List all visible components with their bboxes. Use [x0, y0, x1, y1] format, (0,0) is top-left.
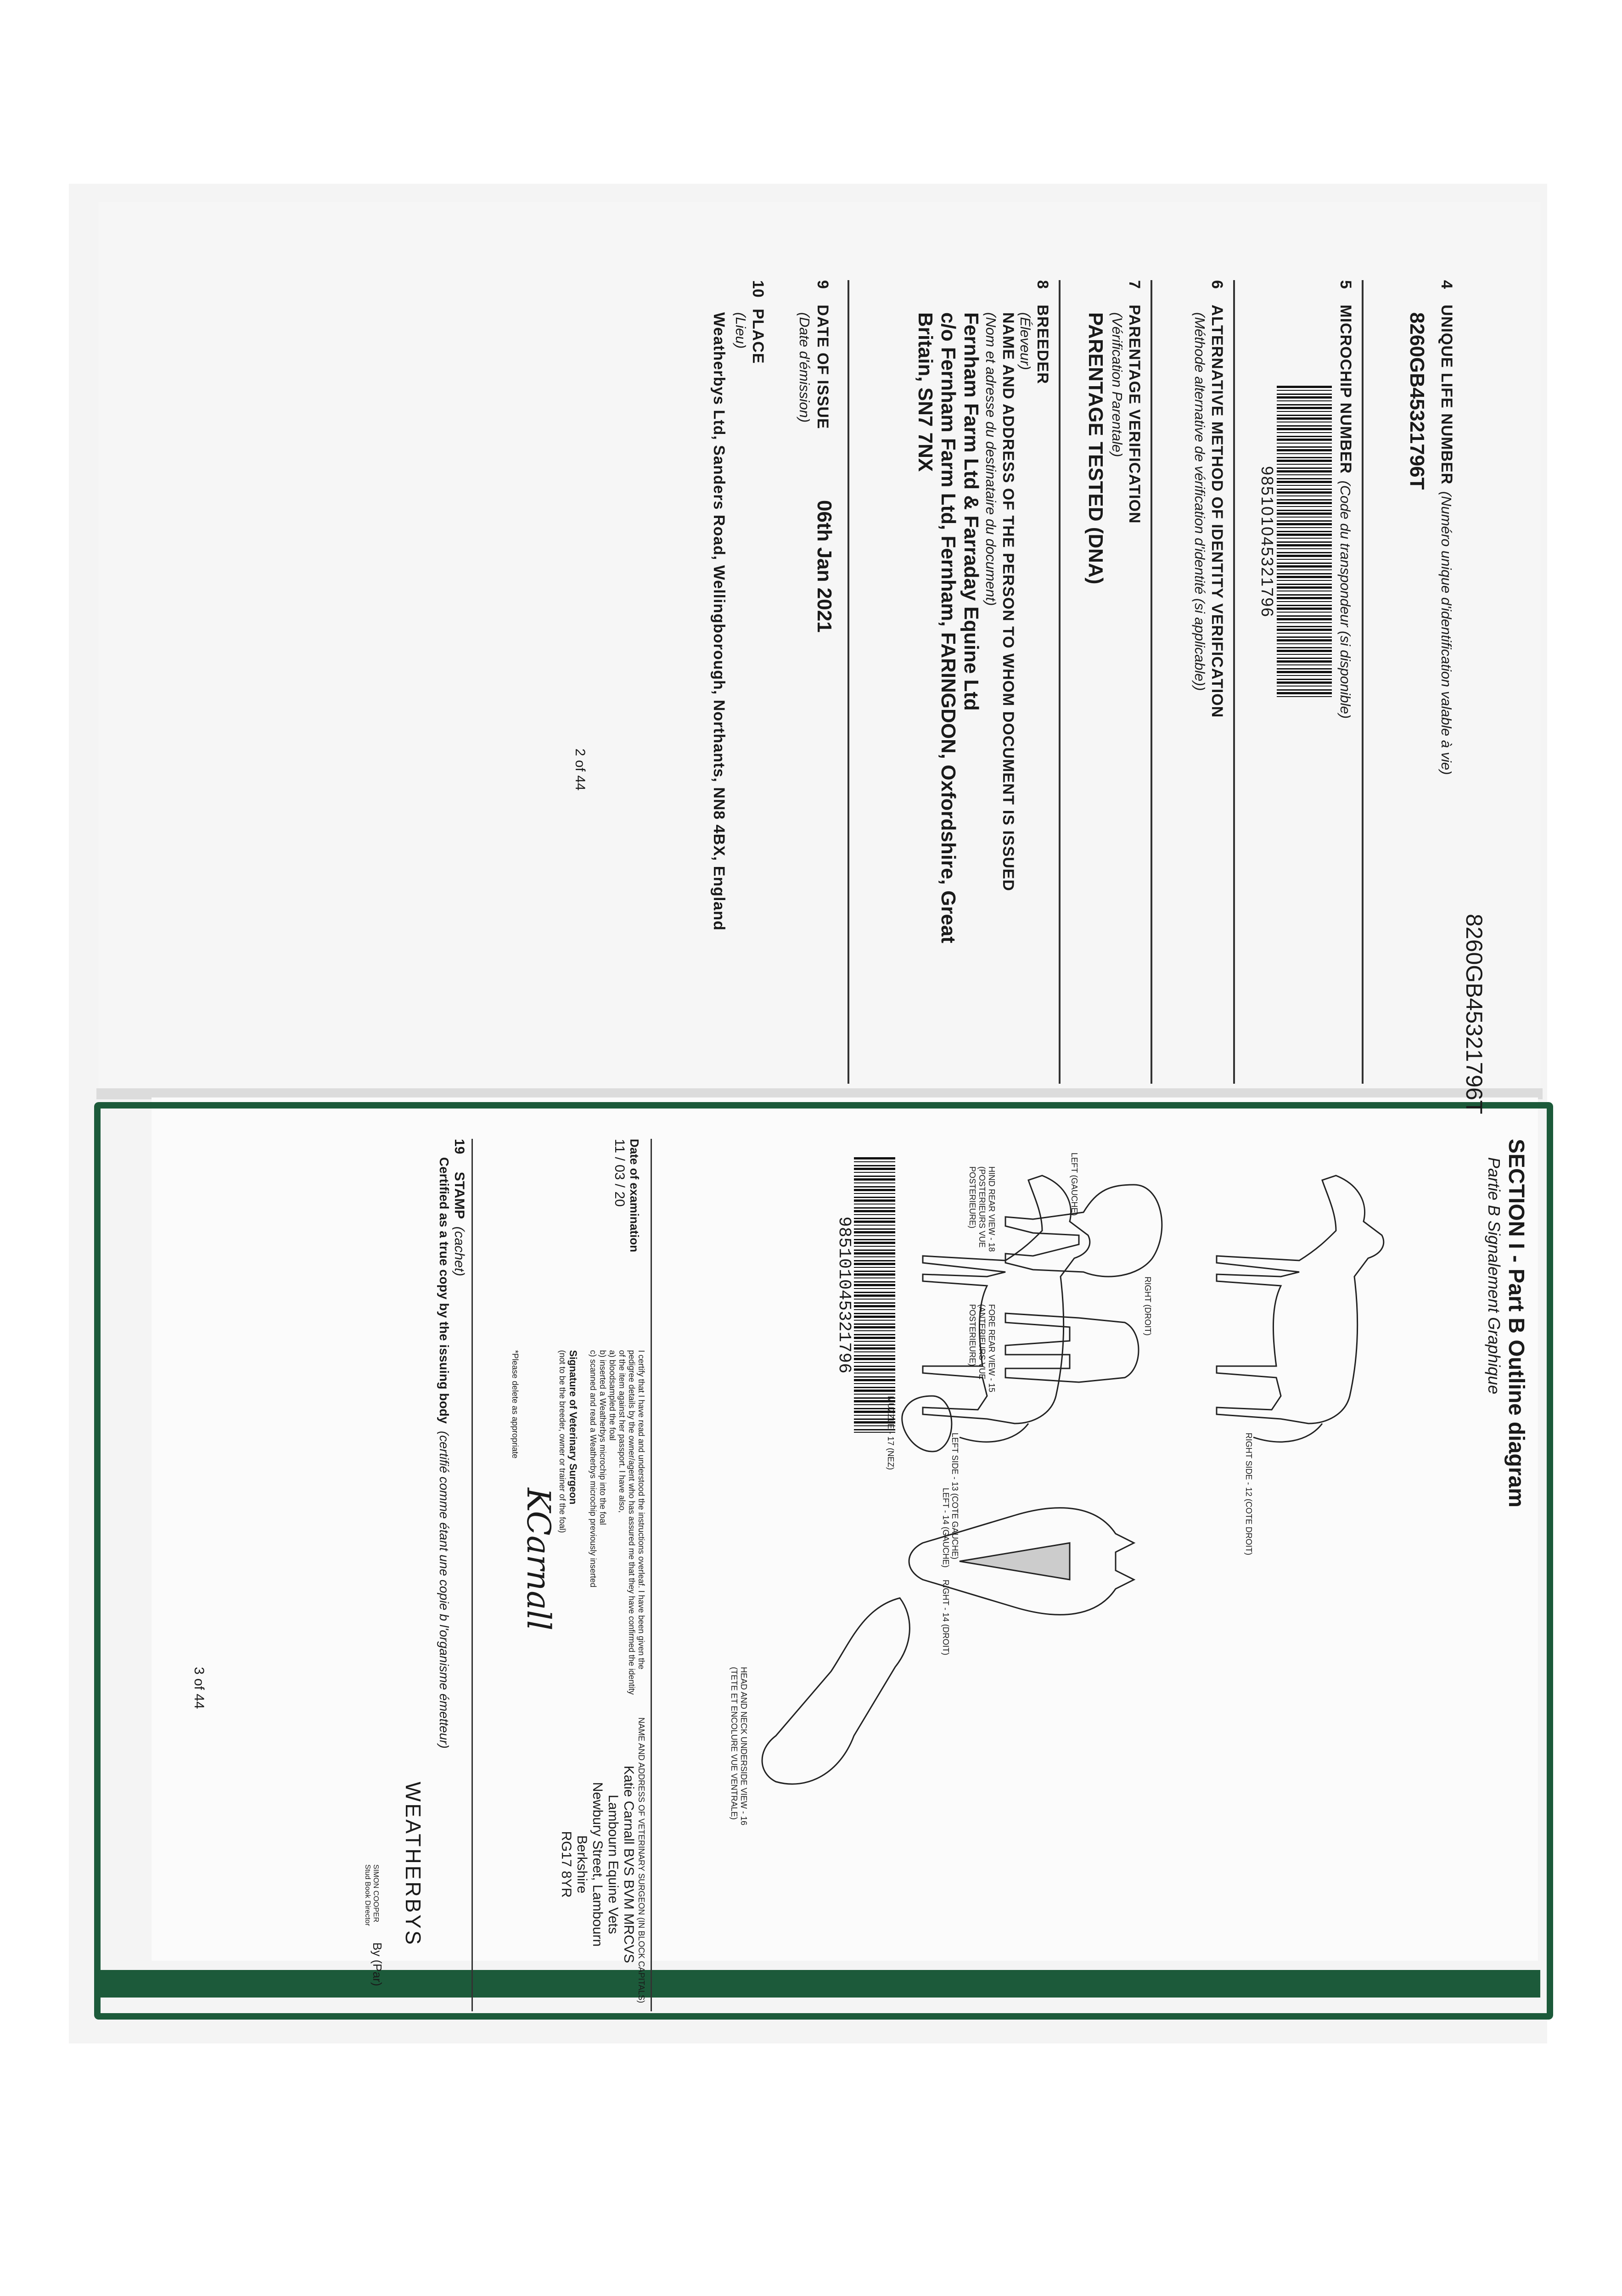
divider — [1059, 280, 1061, 1084]
top-code: 8260GB45321796T — [1461, 914, 1487, 1114]
vet-name: Katie Carnall BVS BVM MRCVS — [621, 1765, 636, 1964]
vet-signature: KCarnall — [520, 1488, 557, 1631]
horse-outline-diagram — [693, 1139, 1474, 2011]
caption-fore-rear: FORE REAR VIEW - 15 (ANTERIEURS VUE POSTERIEURE) — [968, 1304, 996, 1393]
vet-practice: Lambourn Equine Vets — [606, 1795, 621, 1934]
vet-certification — [485, 1139, 652, 2011]
caption-head-neck: HEAD AND NECK UNDERSIDE VIEW - 16 (TETE ET ENCOLURE VUE VENTRALE) — [730, 1667, 748, 1826]
breeder-address-label: NAME AND ADDRESS OF THE PERSON TO WHOM DOCUMENT IS ISSUED — [999, 312, 1017, 891]
barcode-graphic — [1277, 386, 1332, 698]
caption-muzzle: MUZZLE - 17 (NEZ) — [886, 1396, 895, 1470]
vet-address-block — [558, 1717, 646, 2011]
certify-statement: I certify that I have read and understood the instructions overleaf. I have been given the pedigree details by the owner/agent who has assured me that they have confirmed the identity of the item against her passport. I have also, — [617, 1350, 646, 1695]
breeder-address-line1: c/o Fernham Farm Ltd, Fernham, FARINGDON, Oxfordshire, Great — [937, 312, 960, 944]
field-9-number: 9 — [814, 280, 831, 289]
caption-left: LEFT (GAUCHE) — [1070, 1153, 1079, 1216]
left-page-number: 2 of 44 — [572, 748, 588, 791]
muzzle-outline — [902, 1396, 952, 1452]
field-6-number: 6 — [1208, 280, 1226, 289]
field-6-label-fr: (Méthode alternative de vérification d'identité (si applicable)) — [1192, 312, 1208, 691]
section-barcode-number: 985101045321796 — [834, 1216, 854, 1374]
certify-c: c) scanned and read a Weatherbys microchip previously inserted — [589, 1350, 598, 1587]
parentage-status: PARENTAGE TESTED (DNA) — [1084, 312, 1107, 585]
stamp-number: 19 — [452, 1139, 467, 1154]
vet-street: Newbury Street, Lambourn — [590, 1782, 605, 1947]
exam-date: 11 / 03 / 20 — [612, 1139, 627, 1207]
outline-diagram-page — [191, 1139, 1529, 2011]
horse-right-side-outline — [1217, 1176, 1384, 1442]
place-label-fr: (Lieu) — [733, 312, 749, 349]
field-4-number: 4 — [1438, 280, 1455, 289]
field-8-label-fr: (Éleveur) — [1017, 312, 1033, 370]
breeder-name: Fernham Farm Ltd & Farraday Equine Ltd — [960, 312, 982, 711]
signer-block — [363, 1864, 380, 1926]
caption-hind-rear: HIND REAR VIEW - 18 (POSTERIEURS VUE POSTERIEURE) — [968, 1166, 996, 1252]
caption-right-side: RIGHT SIDE - 12 (COTE DROIT) — [1244, 1433, 1253, 1555]
delete-note: *Please delete as appropriate — [511, 1350, 520, 1459]
date-of-issue-label: DATE OF ISSUE — [814, 304, 831, 429]
field-8-label: BREEDER — [1034, 304, 1051, 384]
stamp-label: STAMP — [452, 1171, 467, 1219]
divider — [1233, 280, 1235, 1084]
stamp-heading — [451, 1139, 467, 2011]
head-neck-underside-outline — [762, 1598, 909, 1784]
certified-copy — [437, 1157, 451, 2011]
divider — [1362, 280, 1364, 1084]
field-6-label: ALTERNATIVE METHOD OF IDENTITY VERIFICATION — [1208, 304, 1226, 718]
fore-rear-view-outline — [1005, 1313, 1139, 1382]
right-page-number: 3 of 44 — [191, 1667, 207, 1709]
caption-left-14: LEFT - 14 (GAUCHE) — [941, 1488, 950, 1568]
unique-life-number: 8260GB45321796T — [1406, 312, 1428, 490]
caption-right: RIGHT (DROIT) — [1143, 1277, 1152, 1336]
divider — [1151, 280, 1152, 1084]
vet-address-label: NAME AND ADDRESS OF VETERINARY SURGEON (IN BLOCK CAPITALS) — [637, 1717, 646, 2003]
place-label: PLACE — [749, 309, 767, 364]
certify-a: a) bloodsampled the foal — [608, 1350, 617, 1441]
exam-date-label: Date of examination — [628, 1139, 641, 1253]
signature-note: (not to be the breeder, owner or trainer of the foal) — [558, 1350, 567, 1533]
vet-county: Berkshire — [574, 1835, 589, 1894]
signer-name: SIMON COOPER — [372, 1864, 380, 1923]
field-7-number: 7 — [1126, 280, 1143, 289]
field-10-number: 10 — [749, 280, 767, 298]
breeder-address-label-fr: (Nom et adresse du destinataire du document) — [983, 312, 999, 606]
certified-text-fr: (certifié comme étant une copie b l'organisme émetteur) — [437, 1431, 451, 1749]
certify-b: b) inserted a Weatherbys microchip into the foal — [598, 1350, 607, 1525]
identity-page — [505, 280, 1492, 1114]
microchip-barcode — [1257, 386, 1332, 698]
caption-right-14: RIGHT - 14 (DROIT) — [941, 1580, 950, 1655]
exam-date-block — [612, 1139, 641, 1341]
field-4-label: UNIQUE LIFE NUMBER — [1438, 304, 1455, 485]
date-of-issue: 06th Jan 2021 — [813, 500, 836, 633]
section-heading — [1484, 1139, 1529, 1508]
date-of-issue-label-fr: (Date d'émission) — [797, 312, 813, 423]
breeder-address-line2: Britain, SN7 7NX — [914, 312, 937, 472]
certified-text: Certified as a true copy by the issuing body — [437, 1157, 451, 1424]
weatherbys-org: WEATHERBYS — [401, 1782, 425, 1947]
field-5-label: MICROCHIP NUMBER — [1337, 304, 1354, 474]
field-7-label: PARENTAGE VERIFICATION — [1126, 304, 1143, 524]
by-label: By (Par) — [370, 1942, 384, 1986]
stamp-label-fr: (cachet) — [452, 1226, 467, 1277]
divider — [847, 280, 849, 1084]
section-subtitle: Partie B Signalement Graphique — [1485, 1157, 1504, 1395]
hind-rear-view-outline — [1005, 1185, 1162, 1277]
field-5-number: 5 — [1337, 280, 1354, 289]
microchip-number: 985101045321796 — [1258, 466, 1277, 618]
signature-label: Signature of Veterinary Surgeon — [567, 1350, 579, 1505]
caption-left-side: LEFT SIDE - 13 (COTE GAUCHE) — [950, 1433, 960, 1559]
field-4-label-fr: (Numéro unique d'identification valable à vie) — [1438, 491, 1454, 775]
field-7-label-fr: (Vérification Parentale) — [1109, 312, 1125, 457]
vet-postcode: RG17 8YR — [559, 1831, 574, 1898]
place-of-issue: Weatherbys Ltd, Sanders Road, Wellingborough, Northants, NN8 4BX, England — [710, 312, 728, 931]
field-8-number: 8 — [1034, 280, 1051, 289]
vet-certify-text — [510, 1350, 646, 1699]
signer-title: Stud Book Director — [364, 1864, 371, 1926]
field-5-label-fr: (Code du transpondeur (si disponible) — [1337, 480, 1353, 719]
stamp-block — [334, 1139, 473, 2011]
section-title: SECTION I - Part B Outline diagram — [1504, 1139, 1528, 1508]
